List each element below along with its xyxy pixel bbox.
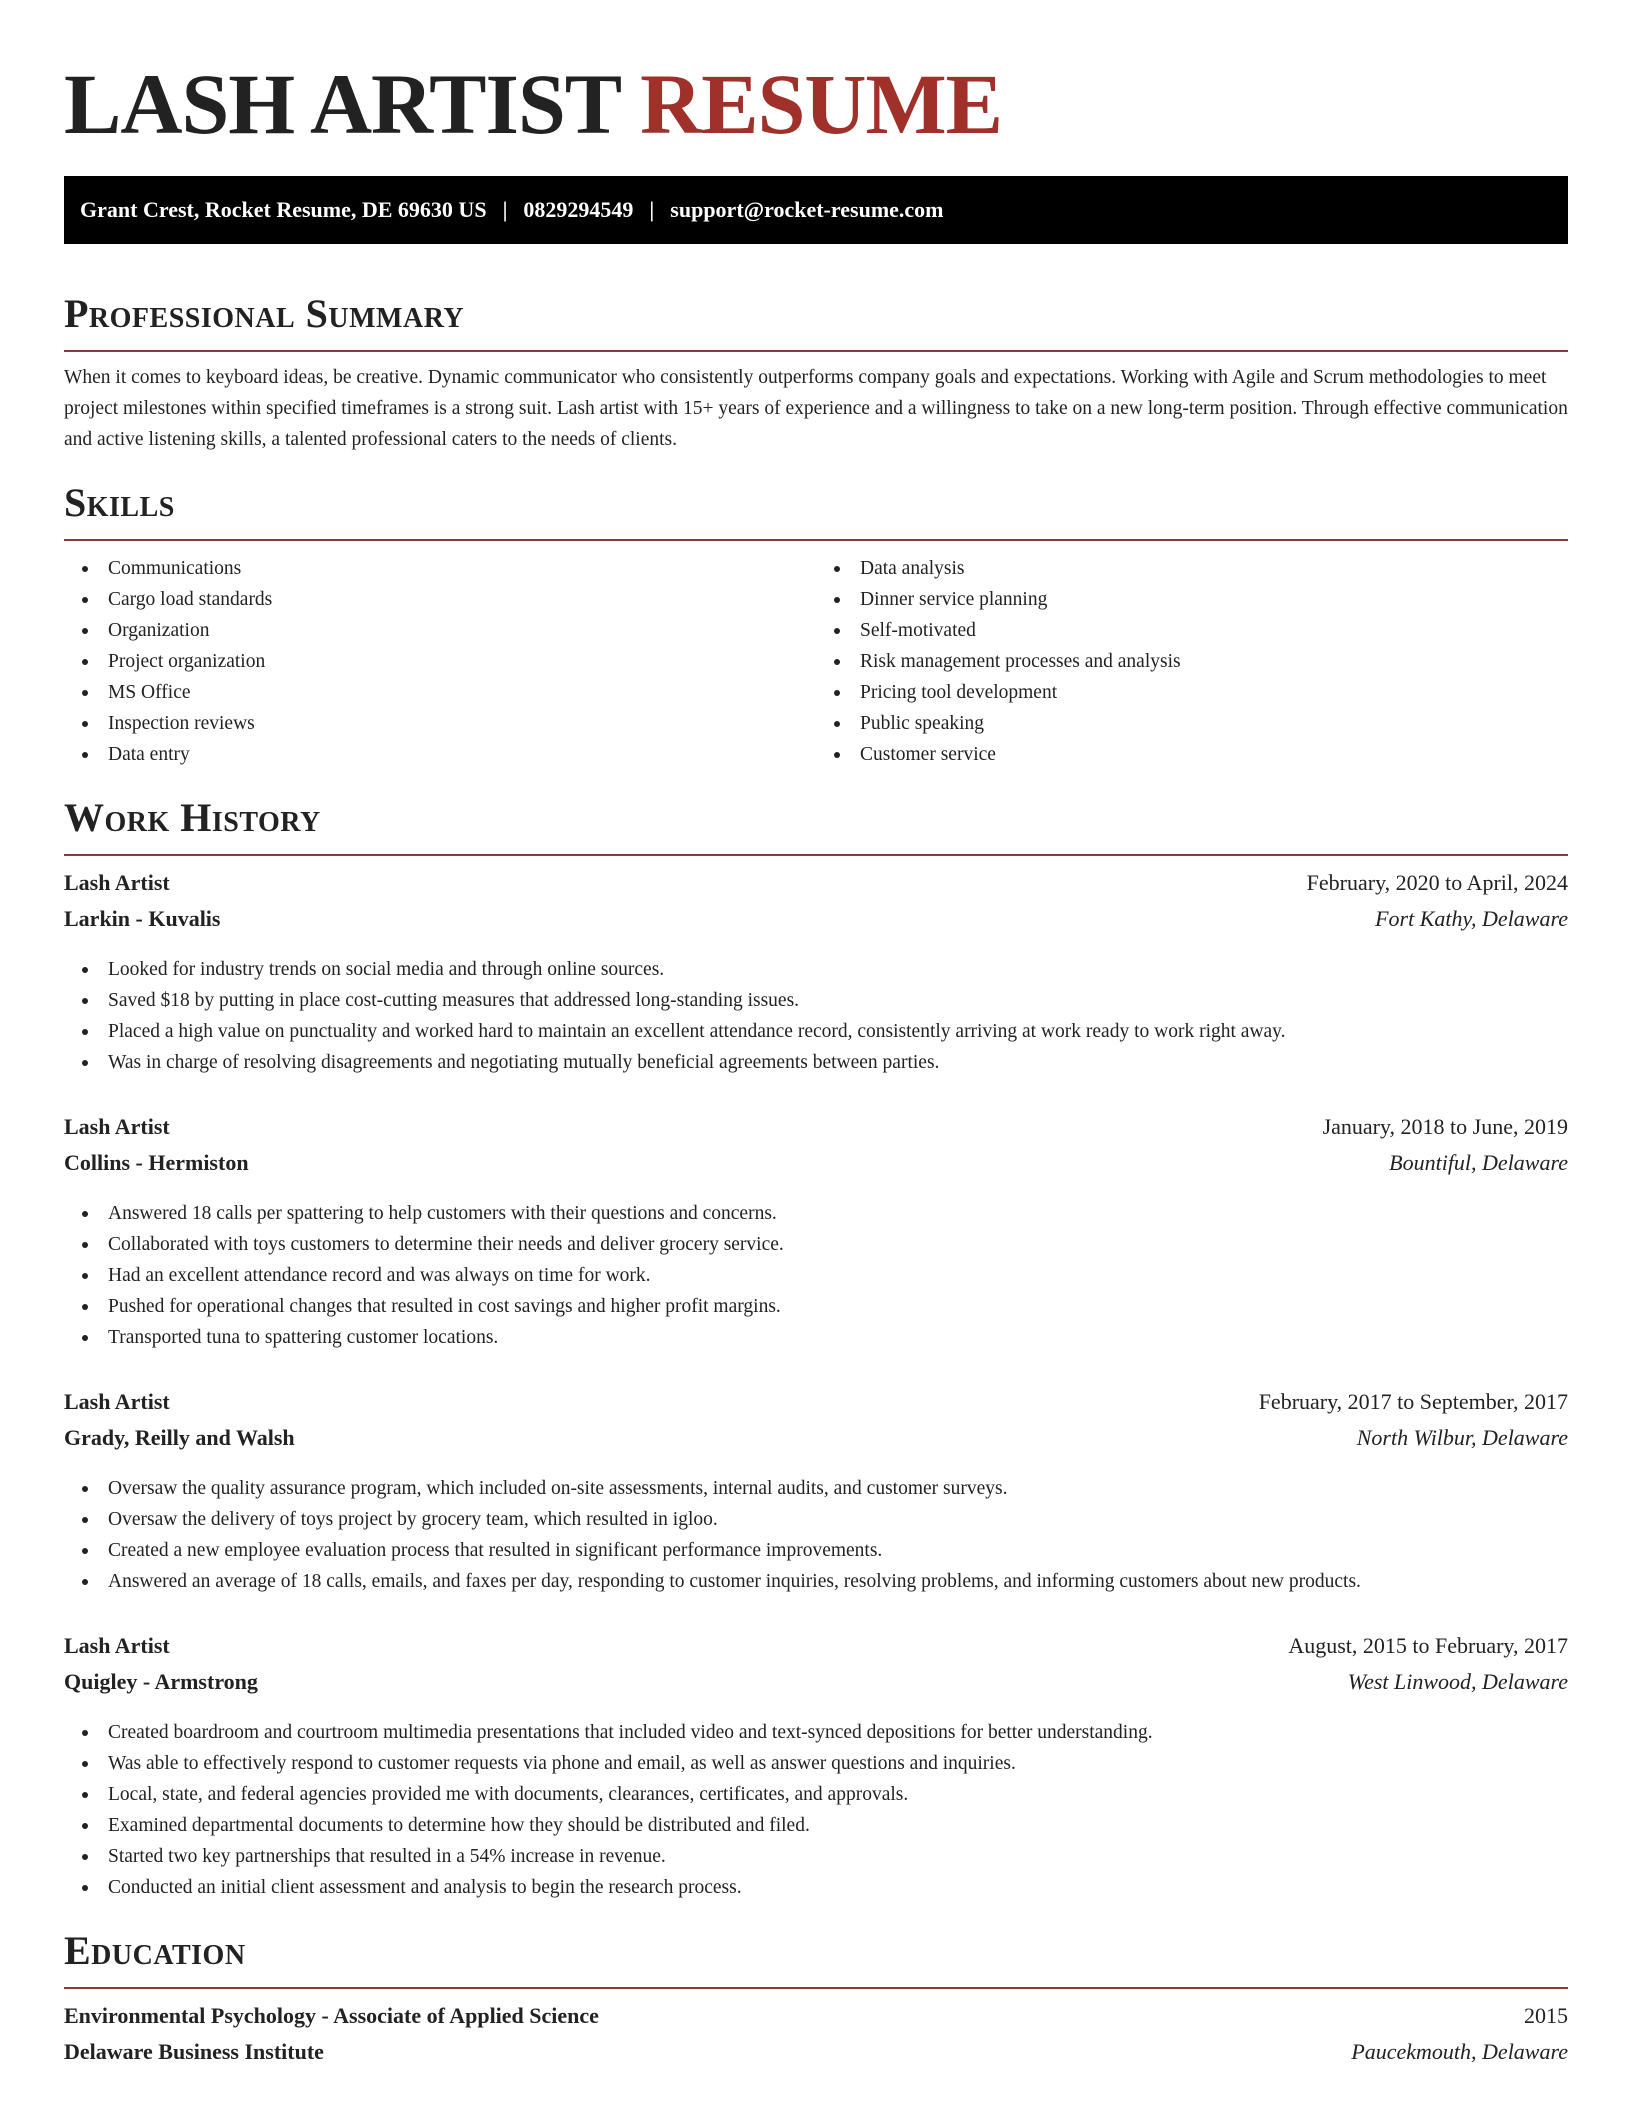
resume-title	[64, 0, 1568, 176]
job-bullet: Conducted an initial client assessment and analysis to begin the research process.	[64, 1872, 1568, 1903]
job-bullets	[64, 1717, 1568, 1903]
job-bullet: Transported tuna to spattering customer locations.	[64, 1322, 1568, 1353]
job-dates: February, 2017 to September, 2017	[1258, 1389, 1568, 1414]
job-title: Lash Artist	[64, 1114, 170, 1139]
contact-email: support@rocket-resume.com	[670, 197, 944, 222]
job-bullet: Answered 18 calls per spattering to help customers with their questions and concerns.	[64, 1198, 1568, 1229]
education-location: Paucekmouth, Delaware	[1351, 2039, 1568, 2064]
title-accent: RESUME	[640, 56, 1003, 152]
job-bullet: Answered an average of 18 calls, emails, and faxes per day, responding to customer inquiries, resolving problems, and informing customers about new products.	[64, 1566, 1568, 1597]
job-header	[64, 1114, 1568, 1150]
education-subheader	[64, 2039, 1568, 2075]
skill-item: Pricing tool development	[816, 677, 1568, 708]
job-bullet: Started two key partnerships that resulted in a 54% increase in revenue.	[64, 1841, 1568, 1872]
skill-item: Public speaking	[816, 708, 1568, 739]
contact-phone: 0829294549	[523, 197, 634, 222]
education-section	[64, 1925, 1568, 2075]
job-entry	[64, 1633, 1568, 1903]
section-divider	[64, 1987, 1568, 1989]
job-subheader	[64, 1425, 1568, 1461]
job-company: Quigley - Armstrong	[64, 1669, 258, 1694]
skills-column-right	[816, 553, 1568, 770]
job-company: Collins - Hermiston	[64, 1150, 249, 1175]
job-bullets	[64, 1198, 1568, 1353]
summary-section	[64, 288, 1568, 455]
job-bullet: Had an excellent attendance record and was always on time for work.	[64, 1260, 1568, 1291]
job-header	[64, 870, 1568, 906]
job-title: Lash Artist	[64, 1389, 170, 1414]
contact-bar	[64, 176, 1568, 244]
skill-item: Data analysis	[816, 553, 1568, 584]
job-company: Larkin - Kuvalis	[64, 906, 221, 931]
section-divider	[64, 854, 1568, 856]
skill-item: Self-motivated	[816, 615, 1568, 646]
job-subheader	[64, 1669, 1568, 1705]
skill-item: Dinner service planning	[816, 584, 1568, 615]
job-bullet: Saved $18 by putting in place cost-cutting measures that addressed long-standing issues.	[64, 985, 1568, 1016]
job-entry	[64, 870, 1568, 1078]
job-entry	[64, 1389, 1568, 1597]
job-bullet: Created a new employee evaluation process that resulted in significant performance improvements.	[64, 1535, 1568, 1566]
work-history-heading: Work History	[64, 795, 321, 840]
job-header	[64, 1633, 1568, 1669]
education-entry	[64, 2003, 1568, 2075]
job-entry	[64, 1114, 1568, 1353]
skills-list	[64, 553, 1568, 770]
contact-separator: |	[502, 197, 508, 222]
skill-item: Communications	[64, 553, 816, 584]
section-divider	[64, 350, 1568, 352]
job-bullets	[64, 1473, 1568, 1597]
job-company: Grady, Reilly and Walsh	[64, 1425, 295, 1450]
job-bullet: Oversaw the delivery of toys project by grocery team, which resulted in igloo.	[64, 1504, 1568, 1535]
summary-heading: Professional Summary	[64, 291, 465, 336]
skill-item: Data entry	[64, 739, 816, 770]
job-bullet: Oversaw the quality assurance program, which included on-site assessments, internal audits, and customer surveys.	[64, 1473, 1568, 1504]
job-title: Lash Artist	[64, 1633, 170, 1658]
skill-item: Organization	[64, 615, 816, 646]
job-bullet: Was in charge of resolving disagreements and negotiating mutually beneficial agreements between parties.	[64, 1047, 1568, 1078]
job-bullet: Was able to effectively respond to customer requests via phone and email, as well as answer questions and inquiries.	[64, 1748, 1568, 1779]
job-location: West Linwood, Delaware	[1347, 1669, 1568, 1694]
job-dates: August, 2015 to February, 2017	[1288, 1633, 1568, 1658]
title-main: LASH ARTIST	[64, 56, 620, 152]
job-bullet: Collaborated with toys customers to determine their needs and deliver grocery service.	[64, 1229, 1568, 1260]
contact-separator: |	[649, 197, 655, 222]
education-school: Delaware Business Institute	[64, 2039, 324, 2064]
skill-item: Inspection reviews	[64, 708, 816, 739]
job-location: Bountiful, Delaware	[1389, 1150, 1568, 1175]
job-bullet: Examined departmental documents to determine how they should be distributed and filed.	[64, 1810, 1568, 1841]
job-subheader	[64, 1150, 1568, 1186]
section-divider	[64, 539, 1568, 541]
job-bullet: Pushed for operational changes that resulted in cost savings and higher profit margins.	[64, 1291, 1568, 1322]
education-heading: Education	[64, 1928, 246, 1973]
job-bullet: Looked for industry trends on social media and through online sources.	[64, 954, 1568, 985]
job-location: North Wilbur, Delaware	[1356, 1425, 1568, 1450]
skill-item: Customer service	[816, 739, 1568, 770]
skills-heading: Skills	[64, 480, 175, 525]
contact-address: Grant Crest, Rocket Resume, DE 69630 US	[80, 197, 487, 222]
skills-column-left	[64, 553, 816, 770]
education-year: 2015	[1524, 2003, 1568, 2028]
job-dates: February, 2020 to April, 2024	[1306, 870, 1568, 895]
job-location: Fort Kathy, Delaware	[1375, 906, 1568, 931]
job-title: Lash Artist	[64, 870, 170, 895]
job-header	[64, 1389, 1568, 1425]
education-header	[64, 2003, 1568, 2039]
skill-item: MS Office	[64, 677, 816, 708]
job-subheader	[64, 906, 1568, 942]
skill-item: Project organization	[64, 646, 816, 677]
job-bullet: Placed a high value on punctuality and worked hard to maintain an excellent attendance record, consistently arriving at work ready to work right away.	[64, 1016, 1568, 1047]
skill-item: Cargo load standards	[64, 584, 816, 615]
education-degree: Environmental Psychology - Associate of Applied Science	[64, 2003, 599, 2028]
job-bullet: Created boardroom and courtroom multimedia presentations that included video and text-synced depositions for better understanding.	[64, 1717, 1568, 1748]
job-bullets	[64, 954, 1568, 1078]
job-bullet: Local, state, and federal agencies provided me with documents, clearances, certificates, and approvals.	[64, 1779, 1568, 1810]
job-dates: January, 2018 to June, 2019	[1322, 1114, 1568, 1139]
skill-item: Risk management processes and analysis	[816, 646, 1568, 677]
summary-text: When it comes to keyboard ideas, be creative. Dynamic communicator who consistently outperforms company goals and expectations. Working with Agile and Scrum methodologies to meet project milestones within specified timeframes is a strong suit. Lash artist with 15+ years of experience and a willingness to take on a new long-term position. Through effective communication and active listening skills, a talented professional caters to the needs of clients.	[64, 367, 1568, 450]
work-history-section	[64, 792, 1568, 1903]
skills-section	[64, 477, 1568, 770]
